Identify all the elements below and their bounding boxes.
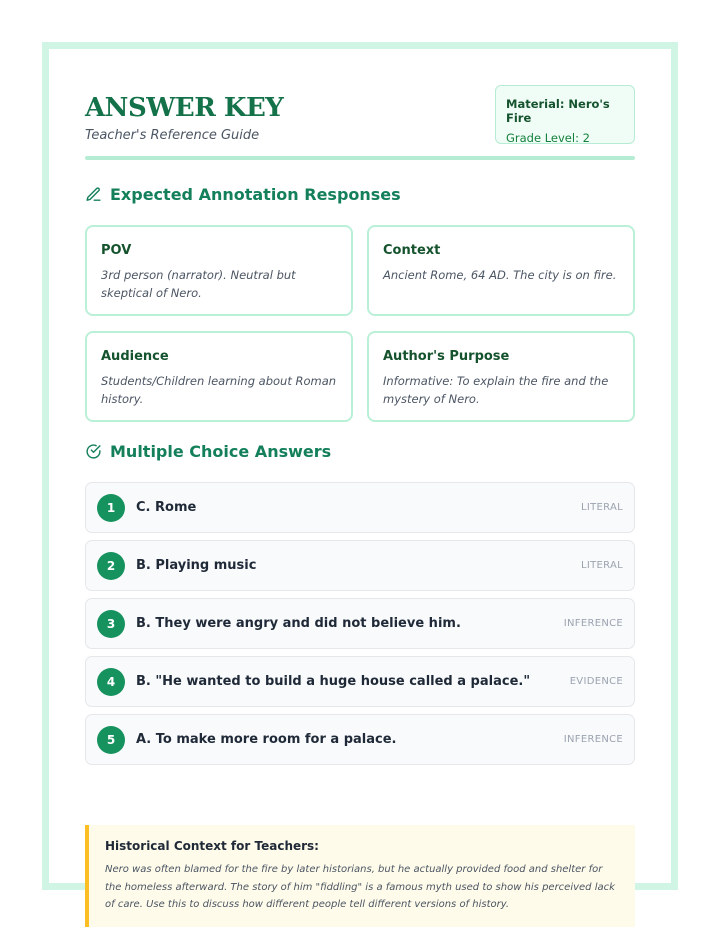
card-body: Students/Children learning about Roman history.: [101, 374, 337, 406]
question-number-badge: 5: [97, 726, 125, 754]
annotation-card-audience: [85, 331, 353, 422]
question-type-tag: EVIDENCE: [569, 676, 623, 687]
question-type-tag: INFERENCE: [563, 734, 623, 745]
page-title: ANSWER KEY: [85, 93, 284, 123]
annotation-card-purpose: [367, 331, 635, 422]
card-body: Informative: To explain the fire and the mystery of Nero.: [383, 374, 609, 406]
material-info-box: [495, 85, 635, 144]
card-title: Context: [383, 243, 441, 258]
pencil-icon: [85, 186, 102, 203]
card-title: Author's Purpose: [383, 349, 510, 364]
page-subtitle: Teacher's Reference Guide: [85, 128, 260, 143]
multiple-choice-heading-text: Multiple Choice Answers: [110, 442, 332, 461]
question-number-badge: 3: [97, 610, 125, 638]
card-body: 3rd person (narrator). Neutral but skeptical of Nero.: [101, 268, 296, 300]
answer-text: B. Playing music: [136, 558, 257, 573]
page-frame: [42, 42, 678, 910]
answer-row-5: [85, 714, 635, 765]
question-type-tag: LITERAL: [580, 560, 623, 571]
card-body: Ancient Rome, 64 AD. The city is on fire.: [383, 268, 617, 282]
answer-text: C. Rome: [136, 500, 197, 515]
answer-row-3: [85, 598, 635, 649]
annotation-heading-text: Expected Annotation Responses: [110, 185, 401, 204]
card-title: POV: [101, 243, 132, 258]
question-number-badge: 4: [97, 668, 125, 696]
header: [85, 85, 635, 165]
multiple-choice-section-heading: [85, 442, 331, 461]
annotation-section-heading: [85, 185, 401, 204]
answer-row-1: [85, 482, 635, 533]
grade-level-label: Grade Level: 2: [506, 131, 590, 145]
question-type-tag: INFERENCE: [563, 618, 623, 629]
historical-context-note: [85, 825, 635, 927]
answer-text: B. "He wanted to build a huge house called a palace.": [136, 674, 531, 689]
answer-text: B. They were angry and did not believe him.: [136, 616, 461, 631]
header-divider: [85, 156, 635, 160]
question-number-badge: 2: [97, 552, 125, 580]
card-title: Audience: [101, 349, 169, 364]
page-content: [85, 85, 635, 910]
context-body: Nero was often blamed for the fire by later historians, but he actually provided food and shelter for the homeless afterward. The story of him "fiddling" is a famous myth used to show his perceived lack of care. Use this to discuss how different people tell different versions of history.: [105, 864, 615, 910]
answer-row-4: [85, 656, 635, 707]
material-label: Material: Nero's Fire: [506, 97, 610, 125]
annotation-card-context: [367, 225, 635, 316]
question-type-tag: LITERAL: [580, 502, 623, 513]
answer-row-2: [85, 540, 635, 591]
check-circle-icon: [85, 443, 102, 460]
annotation-card-pov: [85, 225, 353, 316]
answer-text: A. To make more room for a palace.: [136, 732, 397, 747]
question-number-badge: 1: [97, 494, 125, 522]
context-title: Historical Context for Teachers:: [105, 839, 319, 853]
